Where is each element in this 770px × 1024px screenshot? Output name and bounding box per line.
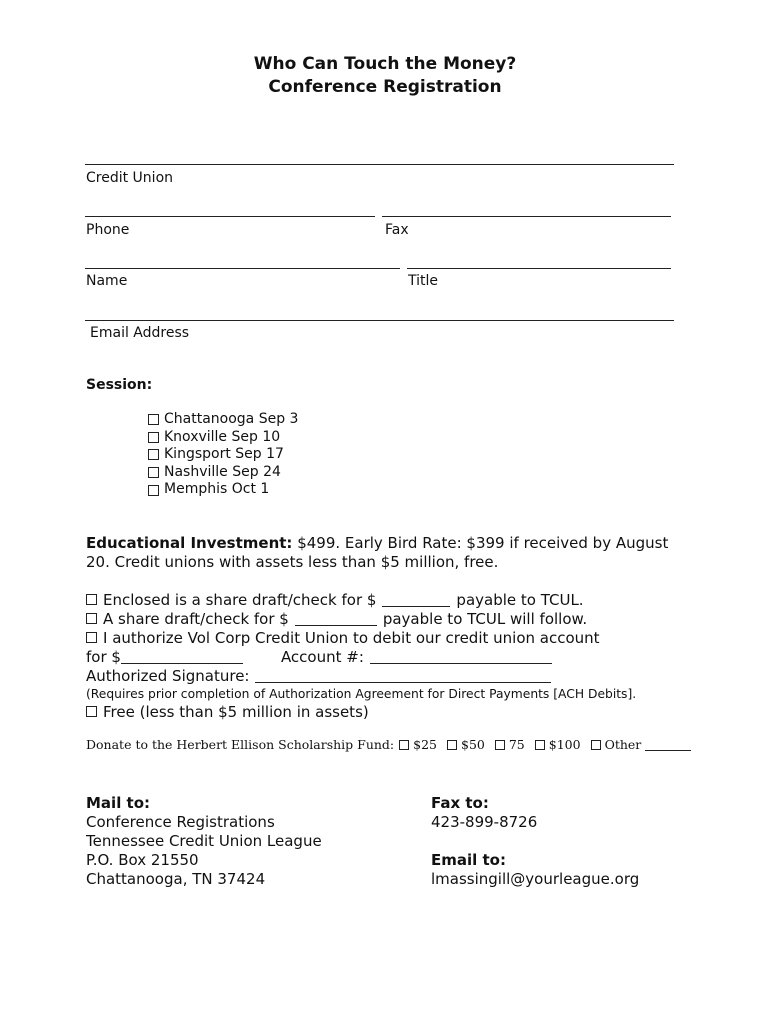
session-option-nashville[interactable]: Nashville Sep 24	[148, 464, 298, 482]
email-label: Email Address	[90, 325, 190, 341]
name-field[interactable]	[85, 268, 400, 269]
page-title: Who Can Touch the Money?	[253, 54, 517, 74]
mail-line: Chattanooga, TN 37424	[86, 870, 266, 888]
payment-enclosed: Enclosed is a share draft/check for $ payable to TCUL.	[86, 590, 636, 609]
investment-text: Educational Investment: $499. Early Bird Rate: $399 if received by August 20. Credit unions with assets less than $5 million, free.	[86, 534, 669, 571]
fax-label: Fax	[385, 222, 409, 238]
email-to-heading: Email to:	[431, 851, 506, 869]
checkbox[interactable]	[148, 414, 159, 425]
follow-amount-field[interactable]	[295, 611, 377, 626]
checkbox[interactable]	[86, 632, 97, 643]
mail-to-heading: Mail to:	[86, 794, 151, 812]
email-address[interactable]: lmassingill@yourleague.org	[431, 870, 640, 888]
session-option-kingsport[interactable]: Kingsport Sep 17	[148, 446, 298, 464]
title-field[interactable]	[407, 268, 671, 269]
donate-option-other[interactable]: Other	[591, 737, 642, 752]
checkbox[interactable]	[148, 485, 159, 496]
phone-field[interactable]	[85, 216, 375, 217]
donate-label: Donate to the Herbert Ellison Scholarship Fund:	[86, 737, 395, 752]
page-subtitle: Conference Registration	[268, 77, 502, 97]
checkbox[interactable]	[535, 740, 545, 750]
session-option-chattanooga[interactable]: Chattanooga Sep 3	[148, 411, 298, 429]
checkbox[interactable]	[86, 706, 97, 717]
checkbox[interactable]	[148, 467, 159, 478]
checkbox[interactable]	[399, 740, 409, 750]
donate-row	[86, 737, 691, 752]
payment-free: Free (less than $5 million in assets)	[86, 702, 636, 721]
mail-line: Tennessee Credit Union League	[86, 832, 322, 850]
session-option-memphis[interactable]: Memphis Oct 1	[148, 481, 298, 499]
payment-authorize: I authorize Vol Corp Credit Union to debit our credit union account	[86, 628, 636, 647]
payment-signature: Authorized Signature:	[86, 666, 636, 685]
donate-option-100[interactable]: $100	[535, 737, 581, 752]
donate-option-50[interactable]: $50	[447, 737, 485, 752]
enclosed-amount-field[interactable]	[382, 592, 450, 607]
checkbox[interactable]	[447, 740, 457, 750]
checkbox[interactable]	[148, 449, 159, 460]
payment-debit-amount: for $ Account #:	[86, 647, 636, 666]
session-option-knoxville[interactable]: Knoxville Sep 10	[148, 429, 298, 447]
payment-options	[86, 590, 636, 721]
name-label: Name	[86, 273, 128, 289]
fax-email-block	[431, 794, 639, 889]
title-label: Title	[408, 273, 439, 289]
donate-option-75[interactable]: 75	[495, 737, 525, 752]
debit-amount-field[interactable]	[121, 649, 243, 664]
payment-follow: A share draft/check for $ payable to TCUL will follow.	[86, 609, 636, 628]
session-heading: Session:	[86, 377, 153, 393]
mail-line: P.O. Box 21550	[86, 851, 199, 869]
credit-union-field[interactable]	[85, 164, 674, 165]
fax-number: 423-899-8726	[431, 813, 538, 831]
fax-field[interactable]	[382, 216, 671, 217]
checkbox[interactable]	[148, 432, 159, 443]
checkbox[interactable]	[86, 594, 97, 605]
donate-other-amount-field[interactable]	[645, 739, 691, 751]
fax-to-heading: Fax to:	[431, 794, 489, 812]
checkbox[interactable]	[495, 740, 505, 750]
checkbox[interactable]	[591, 740, 601, 750]
credit-union-label: Credit Union	[86, 170, 174, 186]
checkbox[interactable]	[86, 613, 97, 624]
mail-line: Conference Registrations	[86, 813, 275, 831]
donate-option-25[interactable]: $25	[399, 737, 437, 752]
signature-field[interactable]	[255, 668, 551, 683]
phone-label: Phone	[86, 222, 130, 238]
session-options	[148, 411, 298, 499]
investment-label: Educational Investment:	[86, 534, 293, 552]
payment-note: (Requires prior completion of Authorization Agreement for Direct Payments [ACH Debits].	[86, 686, 637, 701]
mail-to-block	[86, 794, 322, 889]
email-field[interactable]	[85, 320, 674, 321]
account-number-field[interactable]	[370, 649, 552, 664]
